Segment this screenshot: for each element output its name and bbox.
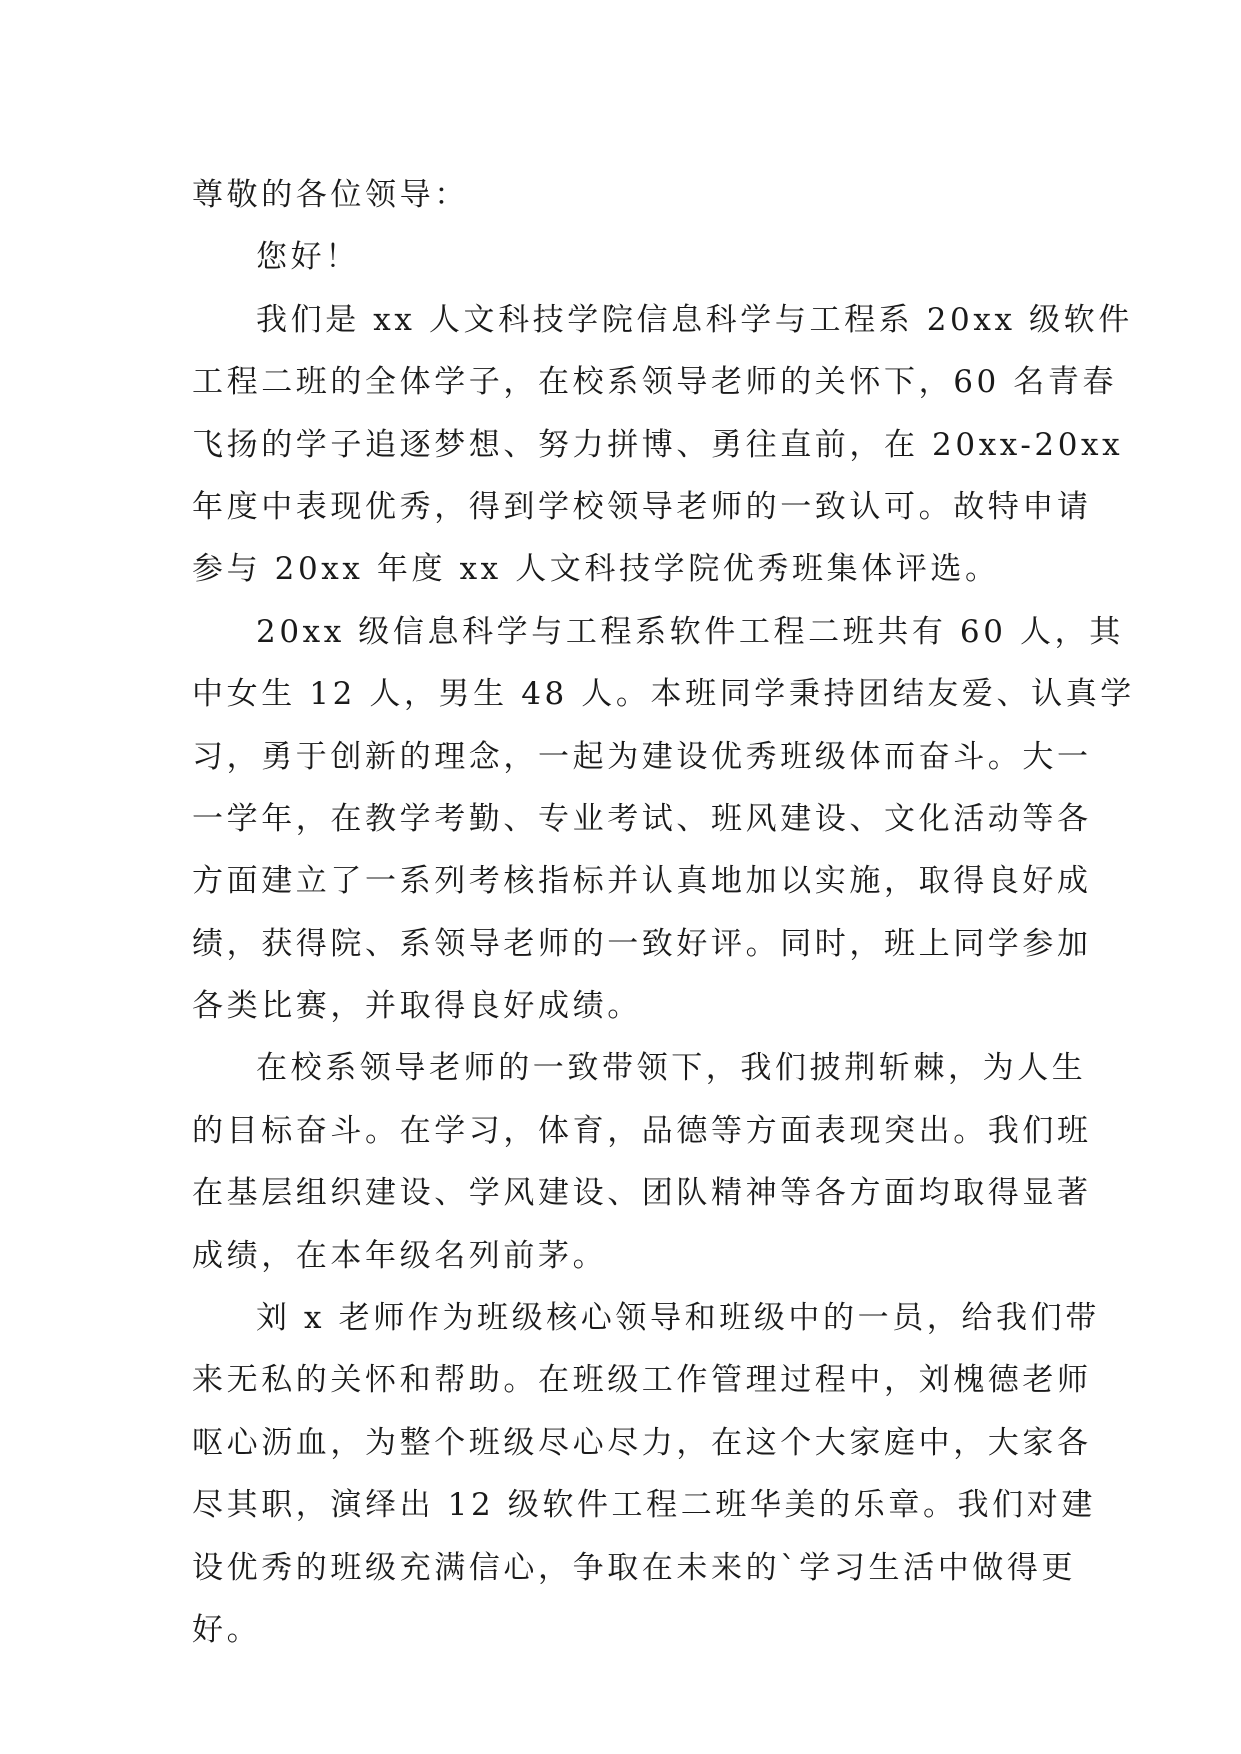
text-line: 成绩，在本年级名列前茅。	[192, 1237, 608, 1274]
text-line: 在校系领导老师的一致带领下，我们披荆斩棘，为人生	[256, 1050, 1087, 1087]
text-line: 中女生 12 人，男生 48 人。本班同学秉持团结友爱、认真学	[192, 676, 1135, 713]
text-line: 一学年，在教学考勤、专业考试、班风建设、文化活动等各	[192, 800, 1092, 837]
paragraph-1	[192, 289, 1133, 601]
paragraph-3	[192, 1037, 1092, 1287]
text-line: 好。	[192, 1611, 262, 1648]
text-line: 方面建立了一系列考核指标并认真地加以实施，取得良好成	[192, 863, 1092, 900]
text-line: 呕心沥血，为整个班级尽心尽力，在这个大家庭中，大家各	[192, 1424, 1092, 1461]
text-line: 我们是 xx 人文科技学院信息科学与工程系 20xx 级软件	[256, 301, 1133, 338]
paragraph-2	[192, 601, 1135, 1038]
text-line: 设优秀的班级充满信心，争取在未来的`学习生活中做得更	[192, 1549, 1077, 1586]
text-line: 飞扬的学子追逐梦想、努力拼博、勇往直前，在 20xx-20xx	[192, 426, 1124, 463]
text-line: 年度中表现优秀，得到学校领导老师的一致认可。故特申请	[192, 488, 1092, 525]
text-line: 的目标奋斗。在学习，体育，品德等方面表现突出。我们班	[192, 1112, 1092, 1149]
text-line: 刘 x 老师作为班级核心领导和班级中的一员，给我们带	[256, 1300, 1100, 1337]
salutation: 尊敬的各位领导：	[192, 177, 469, 213]
text-line: 习，勇于创新的理念，一起为建设优秀班级体而奋斗。大一	[192, 738, 1092, 775]
greeting: 您好！	[256, 239, 360, 276]
document-body	[192, 164, 1135, 1661]
paragraph-4	[192, 1287, 1100, 1661]
text-line: 在基层组织建设、学风建设、团队精神等各方面均取得显著	[192, 1175, 1092, 1212]
text-line: 来无私的关怀和帮助。在班级工作管理过程中，刘槐德老师	[192, 1362, 1092, 1399]
text-line: 尽其职，演绎出 12 级软件工程二班华美的乐章。我们对建	[192, 1487, 1096, 1524]
text-line: 各类比赛，并取得良好成绩。	[192, 988, 642, 1025]
text-line: 工程二班的全体学子，在校系领导老师的关怀下，60 名青春	[192, 364, 1118, 401]
text-line: 参与 20xx 年度 xx 人文科技学院优秀班集体评选。	[192, 551, 1000, 588]
text-line: 20xx 级信息科学与工程系软件工程二班共有 60 人，其	[256, 613, 1124, 650]
text-line: 绩，获得院、系领导老师的一致好评。同时，班上同学参加	[192, 925, 1092, 962]
